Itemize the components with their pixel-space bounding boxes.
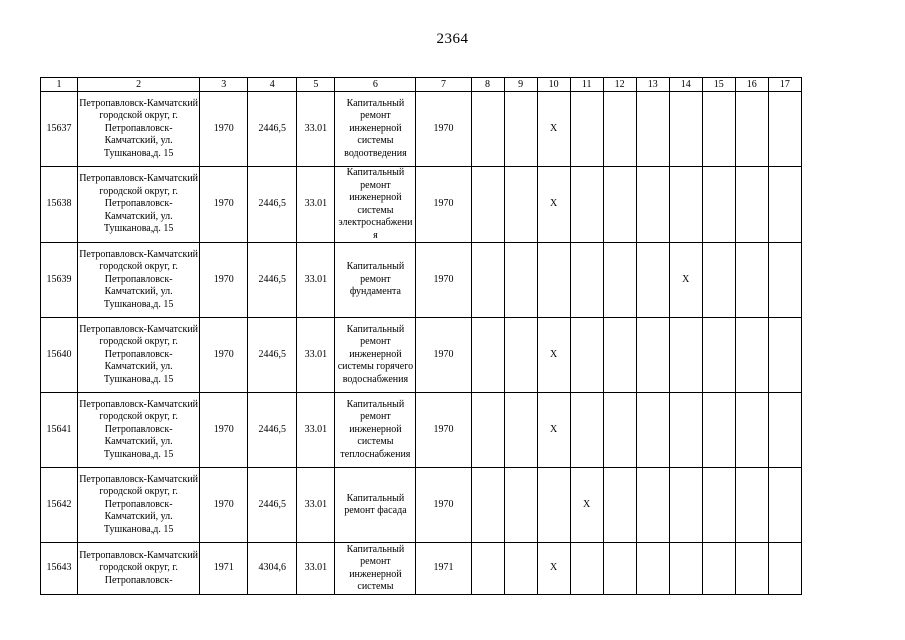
mark-cell-col-15 [702,468,735,543]
mark-cell-col-11: X [570,468,603,543]
year-built-cell: 1970 [200,167,248,243]
table-row [41,468,802,543]
work-type-cell: Капитальный ремонт инженерной системы электроснабжения [335,167,416,243]
area-cell: 2446,5 [248,393,297,468]
mark-cell-col-12 [603,318,636,393]
code-cell: 33.01 [297,468,335,543]
mark-cell-col-16 [735,243,768,318]
mark-cell-col-14 [669,468,702,543]
mark-cell-col-15 [702,543,735,595]
column-header: 3 [200,78,248,92]
mark-cell-col-14 [669,92,702,167]
year-cell: 1971 [416,543,471,595]
mark-cell-col-10 [537,243,570,318]
mark-cell-col-16 [735,318,768,393]
mark-cell-col-11 [570,393,603,468]
row-id-cell: 15641 [41,393,78,468]
table-row [41,167,802,243]
mark-cell-col-12 [603,543,636,595]
mark-cell-col-16 [735,92,768,167]
mark-cell-col-13 [636,468,669,543]
column-header: 4 [248,78,297,92]
area-cell: 2446,5 [248,167,297,243]
mark-cell-col-13 [636,92,669,167]
mark-cell-col-16 [735,468,768,543]
column-header: 8 [471,78,504,92]
mark-cell-col-16 [735,543,768,595]
work-type-cell: Капитальный ремонт инженерной системы горячего водоснабжения [335,318,416,393]
row-id-cell: 15643 [41,543,78,595]
mark-cell-col-17 [768,318,801,393]
mark-cell-col-12 [603,468,636,543]
mark-cell-col-12 [603,393,636,468]
column-header: 1 [41,78,78,92]
mark-cell-col-15 [702,243,735,318]
mark-cell-col-8 [471,393,504,468]
mark-cell-col-17 [768,167,801,243]
mark-cell-col-17 [768,92,801,167]
mark-cell-col-11 [570,318,603,393]
mark-cell-col-9 [504,167,537,243]
work-type-cell: Капитальный ремонт фундамента [335,243,416,318]
column-header: 11 [570,78,603,92]
work-type-cell: Капитальный ремонт инженерной системы теплоснабжения [335,393,416,468]
address-cell: Петропавловск-Камчатский городской округ, г. Петропавловск-Камчатский, ул. Тушканова,д. 15 [78,468,200,543]
year-built-cell: 1970 [200,393,248,468]
area-cell: 4304,6 [248,543,297,595]
mark-cell-col-9 [504,393,537,468]
area-cell: 2446,5 [248,318,297,393]
mark-cell-col-17 [768,468,801,543]
table-row [41,393,802,468]
year-built-cell: 1971 [200,543,248,595]
mark-cell-col-10: X [537,92,570,167]
mark-cell-col-17 [768,243,801,318]
mark-cell-col-9 [504,468,537,543]
row-id-cell: 15640 [41,318,78,393]
mark-cell-col-14 [669,318,702,393]
table-row [41,92,802,167]
table-body [41,92,802,595]
column-header: 6 [335,78,416,92]
mark-cell-col-11 [570,543,603,595]
mark-cell-col-8 [471,318,504,393]
mark-cell-col-13 [636,243,669,318]
mark-cell-col-12 [603,92,636,167]
area-cell: 2446,5 [248,468,297,543]
page-number: 2364 [436,31,469,47]
mark-cell-col-8 [471,243,504,318]
mark-cell-col-11 [570,243,603,318]
year-built-cell: 1970 [200,92,248,167]
mark-cell-col-11 [570,167,603,243]
year-cell: 1970 [416,92,471,167]
row-id-cell: 15638 [41,167,78,243]
table-row [41,243,802,318]
mark-cell-col-14 [669,543,702,595]
header-row [41,78,802,92]
code-cell: 33.01 [297,167,335,243]
year-built-cell: 1970 [200,468,248,543]
mark-cell-col-14 [669,167,702,243]
column-header: 10 [537,78,570,92]
mark-cell-col-13 [636,318,669,393]
work-type-cell: Капитальный ремонт инженерной системы [335,543,416,595]
mark-cell-col-17 [768,393,801,468]
work-type-cell: Капитальный ремонт инженерной системы водоотведения [335,92,416,167]
table-row [41,543,802,595]
mark-cell-col-13 [636,393,669,468]
mark-cell-col-9 [504,543,537,595]
column-header: 12 [603,78,636,92]
mark-cell-col-8 [471,167,504,243]
mark-cell-col-10: X [537,167,570,243]
area-cell: 2446,5 [248,92,297,167]
code-cell: 33.01 [297,543,335,595]
register-table [40,77,802,595]
mark-cell-col-15 [702,167,735,243]
column-header: 15 [702,78,735,92]
work-type-cell: Капитальный ремонт фасада [335,468,416,543]
column-header: 2 [78,78,200,92]
address-cell: Петропавловск-Камчатский городской округ, г. Петропавловск-Камчатский, ул. Тушканова,д. 15 [78,243,200,318]
address-cell: Петропавловск-Камчатский городской округ, г. Петропавловск-Камчатский, ул. Тушканова,д. 15 [78,393,200,468]
mark-cell-col-15 [702,393,735,468]
year-built-cell: 1970 [200,243,248,318]
year-cell: 1970 [416,167,471,243]
address-cell: Петропавловск-Камчатский городской округ, г. Петропавловск-Камчатский, ул. Тушканова,д. 15 [78,318,200,393]
code-cell: 33.01 [297,318,335,393]
mark-cell-col-12 [603,167,636,243]
year-cell: 1970 [416,393,471,468]
mark-cell-col-15 [702,318,735,393]
row-id-cell: 15642 [41,468,78,543]
address-cell: Петропавловск-Камчатский городской округ, г. Петропавловск-Камчатский, ул. Тушканова,д. 15 [78,92,200,167]
column-header: 17 [768,78,801,92]
mark-cell-col-16 [735,167,768,243]
mark-cell-col-17 [768,543,801,595]
mark-cell-col-12 [603,243,636,318]
row-id-cell: 15637 [41,92,78,167]
code-cell: 33.01 [297,92,335,167]
row-id-cell: 15639 [41,243,78,318]
mark-cell-col-10 [537,468,570,543]
table-row [41,318,802,393]
mark-cell-col-11 [570,92,603,167]
year-built-cell: 1970 [200,318,248,393]
mark-cell-col-16 [735,393,768,468]
column-header: 14 [669,78,702,92]
year-cell: 1970 [416,243,471,318]
address-cell: Петропавловск-Камчатский городской округ, г. Петропавловск-Камчатский, ул. Тушканова,д. 15 [78,167,200,243]
column-header: 5 [297,78,335,92]
mark-cell-col-9 [504,318,537,393]
column-header: 7 [416,78,471,92]
mark-cell-col-13 [636,167,669,243]
mark-cell-col-13 [636,543,669,595]
mark-cell-col-10: X [537,318,570,393]
code-cell: 33.01 [297,393,335,468]
mark-cell-col-14: X [669,243,702,318]
mark-cell-col-9 [504,243,537,318]
mark-cell-col-8 [471,92,504,167]
mark-cell-col-9 [504,92,537,167]
year-cell: 1970 [416,468,471,543]
column-header: 16 [735,78,768,92]
mark-cell-col-10: X [537,543,570,595]
column-header: 13 [636,78,669,92]
code-cell: 33.01 [297,243,335,318]
area-cell: 2446,5 [248,243,297,318]
mark-cell-col-15 [702,92,735,167]
mark-cell-col-8 [471,543,504,595]
mark-cell-col-10: X [537,393,570,468]
column-header: 9 [504,78,537,92]
mark-cell-col-8 [471,468,504,543]
year-cell: 1970 [416,318,471,393]
address-cell: Петропавловск-Камчатский городской округ, г. Петропавловск- [78,543,200,595]
mark-cell-col-14 [669,393,702,468]
